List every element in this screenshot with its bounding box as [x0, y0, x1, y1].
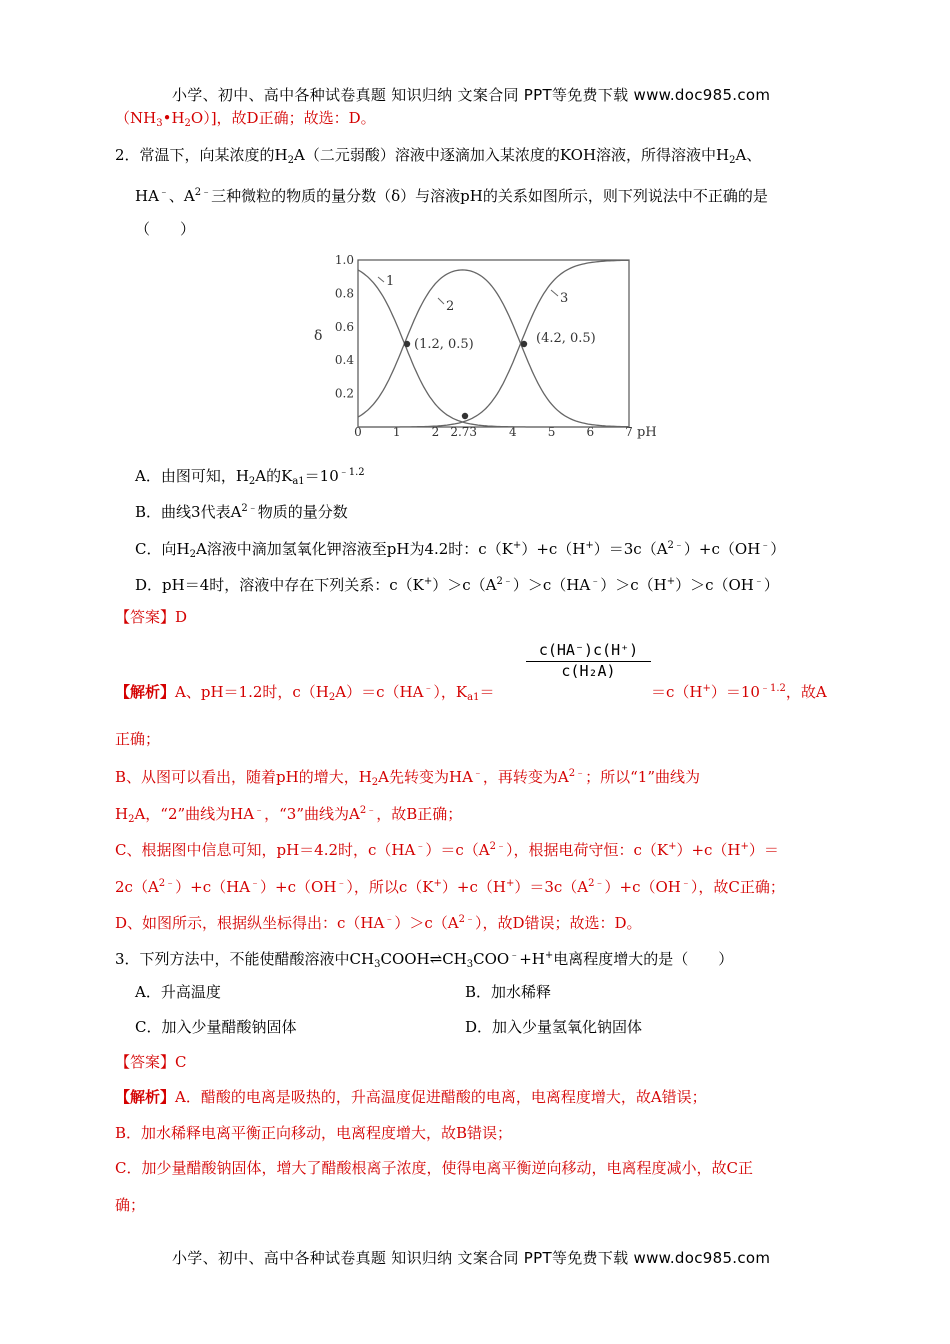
x-axis-label: pH: [637, 425, 657, 440]
q3-explanation-c2: 确；: [115, 1196, 146, 1214]
point-4-2: [521, 341, 527, 347]
q3-option-c: C．加入少量醋酸钠固体: [135, 1018, 297, 1036]
q3-option-a: A．升高温度: [135, 983, 221, 1001]
q2-stem-line1: 2．常温下，向某浓度的$H_2A$（二元弱酸）溶液中逐滴加入某浓度的KOH溶液，所得溶液中$H_2A$、: [115, 146, 762, 166]
x-tick-label: 1: [392, 425, 401, 439]
page-footer: 小学、初中、高中各种试卷真题 知识归纳 文案合同 PPT等免费下载 www.doc985.com: [172, 1249, 771, 1267]
q2-explanation-c1: C、根据图中信息可知，pH＝4.2时，$c(HA^﹣)=c(A^{2﹣})$，根据电荷守恒：c（K+）+c（H+）＝: [115, 841, 779, 859]
x-tick-label: 2: [431, 425, 440, 439]
x-tick-label: 0: [354, 425, 362, 439]
x-tick-label: 5: [547, 425, 556, 439]
y-tick-label: 0.8: [334, 286, 354, 301]
y-tick-label: 0.2: [334, 386, 354, 401]
prev-question-tail: $(NH_3•H_2O)$]，故D正确；故选：D。: [115, 109, 376, 129]
q3-answer: 【答案】C: [115, 1053, 187, 1071]
q2-option-d: D．pH＝4时，溶液中存在下列关系：$c(K^+)>c(A^{2﹣})>c(HA^﹣)>c(H^+)>c(OH^﹣)$: [135, 576, 779, 594]
q2-explanation-c2: $2c(A^{2﹣})+c(HA^﹣)+c(OH^﹣)$，所以$c(K^+)+c(H^+)=3c(A^{2﹣})+c(OH^﹣)$，故C正确；: [115, 878, 785, 896]
q2-explanation-b2: $H_2A$，“2”曲线为HA﹣，“3”曲线为$A^{2﹣}$，故B正确；: [115, 805, 463, 825]
curve-label-1: 1: [386, 274, 395, 289]
annotation-4-2: (4.2, 0.5): [536, 331, 596, 346]
curve-label-2: 2: [446, 299, 455, 314]
q2-explanation-b1: B、从图可以看出，随着pH的增大，$H_2A$先转变为HA﹣，再转变为$A^{2﹣}$；所以“1”曲线为: [115, 768, 701, 788]
q3-explanation-b: B．加水稀释电离平衡正向移动，电离程度增大，故B错误；: [115, 1124, 513, 1142]
y-tick-label: 0.6: [334, 319, 354, 334]
q2-stem-line3: （ ）: [135, 220, 196, 238]
y-axis-label: δ: [314, 328, 323, 344]
q2-explanation-a-post: $=c(H^+)=10^{﹣1.2}$，故A: [651, 683, 827, 701]
q3-stem: 3．下列方法中，不能使醋酸溶液中$CH_3COOH\rightleftharpoons CH_3COO^﹣+H^+$电离程度增大的是（ ）: [115, 950, 734, 970]
q2-option-b: B．曲线3代表$A^{2﹣}$物质的量分数: [135, 503, 348, 521]
q2-option-a: A．由图可知，$H_2A$的$K_{a1}=10^{﹣1.2}$: [135, 467, 365, 487]
point-1-2: [404, 341, 410, 347]
q2-explanation-a: 【解析】A、pH＝1.2时，$c(H_2A)=c(HA^﹣)$，$K_{a1}=$: [115, 683, 495, 703]
page-header: 小学、初中、高中各种试卷真题 知识归纳 文案合同 PPT等免费下载 www.doc985.com: [172, 86, 771, 104]
y-tick-label: 1.0: [334, 253, 354, 267]
curve-label-3: 3: [560, 291, 569, 306]
curve-2-ha: [358, 270, 629, 427]
x-tick-label: 7: [625, 425, 633, 439]
curve-1-h2a: [358, 270, 629, 427]
q3-option-b: B．加水稀释: [465, 983, 552, 1001]
q2-explanation-d: D、如图所示，根据纵坐标得出：$c(HA^﹣)>c(A^{2﹣})$，故D错误；故选：D。: [115, 914, 642, 932]
q2-option-c: C．向$H_2A$溶液中滴加氢氧化钾溶液至pH为4.2时：$c(K^+)+c(H^+)=3c(A^{2﹣})+c(OH^﹣)$: [135, 540, 786, 560]
q3-explanation-a: 【解析】A．醋酸的电离是吸热的，升高温度促进醋酸的电离，电离程度增大，故A错误；: [115, 1088, 707, 1106]
fraction-numerator: c(HA⁻)c(H⁺): [526, 641, 651, 662]
fraction-denominator: c(H₂A): [561, 662, 616, 680]
ka1-fraction: [526, 641, 651, 680]
q2-stem-line2: HA﹣、$A^{2﹣}$三种微粒的物质的量分数（δ）与溶液pH的关系如图所示，则下列说法中不正确的是: [135, 187, 768, 205]
distribution-chart: [300, 250, 670, 450]
x-tick-label: 6: [586, 425, 595, 439]
annotation-1-2: (1.2, 0.5): [414, 337, 474, 352]
q3-explanation-c1: C．加少量醋酸钠固体，增大了醋酸根离子浓度，使得电离平衡逆向移动，电离程度减小，故C正: [115, 1159, 753, 1177]
y-tick-label: 0.4: [334, 353, 354, 368]
q3-option-d: D．加入少量氢氧化钠固体: [465, 1018, 643, 1036]
point-2-73: [462, 413, 468, 419]
x-tick-label: 2.73: [450, 425, 478, 439]
q2-explanation-a-cont: 正确；: [115, 730, 161, 748]
q2-answer: 【答案】D: [115, 608, 188, 626]
x-tick-label: 4: [509, 425, 517, 439]
